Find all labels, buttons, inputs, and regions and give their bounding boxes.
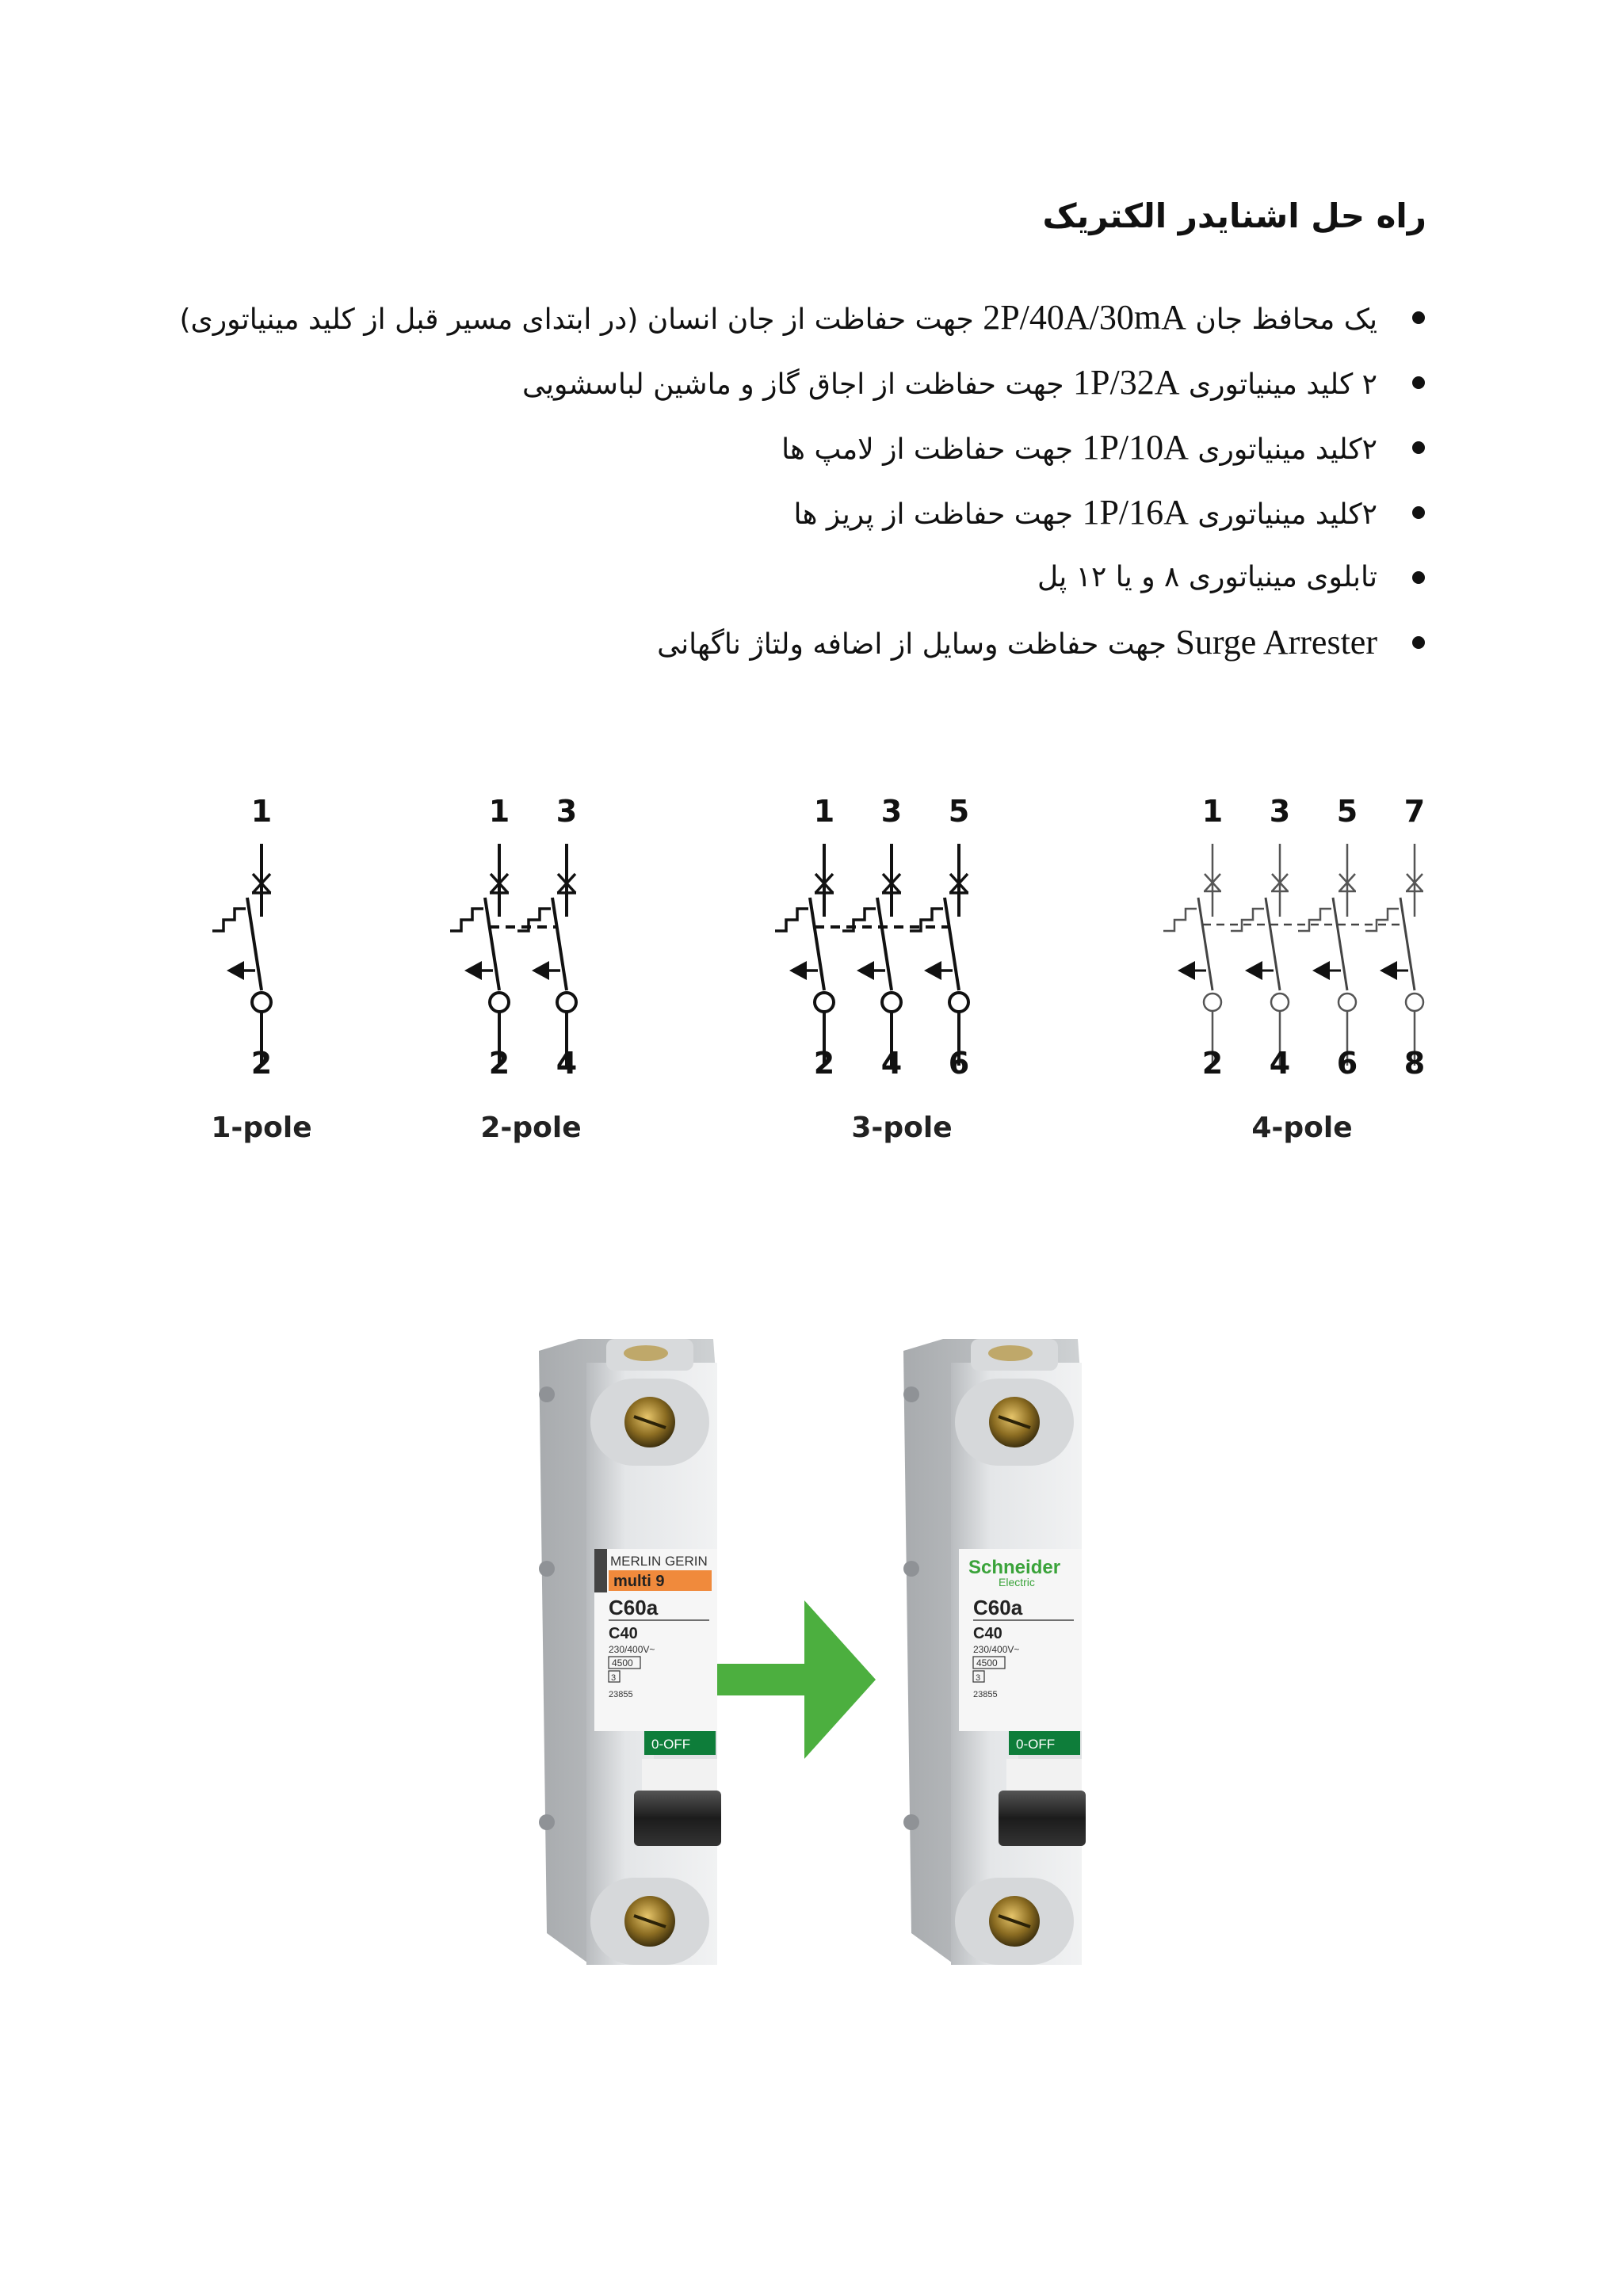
diagram-4-pole: [1163, 794, 1425, 1144]
page-title: راه حل اشنایدر الکتریک: [1042, 196, 1426, 235]
terminal-label: 1: [813, 794, 835, 829]
terminal-label: 2: [250, 1046, 273, 1081]
item-spec: 1P/16A: [1082, 493, 1189, 532]
item-text: ۲کلید مینیاتوری: [1188, 433, 1377, 466]
schneider-breaker: [903, 1339, 1086, 1965]
toggle-lever: [634, 1791, 721, 1846]
diagram-1-pole: [211, 794, 311, 1144]
list-item: [30, 289, 1377, 354]
model-label: C60a: [973, 1596, 1023, 1619]
bullet-icon: [1412, 441, 1425, 454]
item-text: یک محافظ جان: [1186, 303, 1377, 336]
terminal-label: 2: [488, 1046, 510, 1081]
item-text: جهت حفاظت از جان انسان (در ابتدای مسیر قبل از کلید مینیاتوری): [179, 303, 983, 336]
bullet-icon: [1412, 571, 1425, 584]
bullet-icon: [1412, 376, 1425, 389]
pole-schematics: [158, 772, 1474, 1153]
diagram-2-pole: [450, 794, 582, 1144]
series-label: multi 9: [613, 1573, 665, 1590]
diagram-3-pole: [775, 794, 969, 1144]
voltage-label: 230/400V~: [973, 1644, 1020, 1655]
item-text: ۲ کلید مینیاتوری: [1179, 368, 1377, 401]
item-spec: 1P/32A: [1073, 363, 1180, 402]
toggle-status-label: 0-OFF: [1016, 1737, 1056, 1752]
terminal-label: 6: [948, 1046, 970, 1081]
list-item: [30, 484, 1377, 549]
item-text: جهت حفاظت از اجاق گاز و ماشین لباسشویی: [522, 368, 1073, 401]
item-text: ۲کلید مینیاتوری: [1188, 498, 1377, 531]
class-label: 3: [976, 1673, 981, 1683]
capacity-label: 4500: [612, 1657, 633, 1669]
terminal-label: 3: [556, 794, 578, 829]
terminal-label: 3: [1269, 794, 1291, 829]
item-text: جهت حفاظت از پریز ها: [793, 498, 1083, 531]
replace-arrow-icon: [717, 1600, 876, 1759]
diagram-caption: 4-pole: [1251, 1112, 1353, 1144]
terminal-label: 2: [1201, 1046, 1224, 1081]
diagram-caption: 3-pole: [851, 1112, 953, 1144]
class-label: 3: [611, 1673, 617, 1683]
list-item: [30, 354, 1377, 419]
list-item: [30, 614, 1377, 679]
code-label: 23855: [973, 1690, 998, 1699]
item-spec: Surge Arrester: [1175, 623, 1377, 662]
terminal-label: 5: [948, 794, 970, 829]
item-text: جهت حفاظت از لامپ ها: [781, 433, 1083, 466]
terminal-label: 2: [813, 1046, 835, 1081]
diagram-caption: 1-pole: [211, 1112, 312, 1144]
terminal-label: 4: [556, 1046, 578, 1081]
item-spec: 2P/40A/30mA: [983, 298, 1186, 337]
item-text: تابلوی مینیاتوری ۸ و یا ۱۲ پل: [1037, 561, 1377, 593]
breaker-photo: [515, 1331, 1181, 1989]
brand-label: MERLIN GERIN: [610, 1554, 708, 1569]
diagram-caption: 2-pole: [480, 1112, 582, 1144]
terminal-label: 7: [1403, 794, 1426, 829]
bullet-icon: [1412, 506, 1425, 519]
list-item: [30, 419, 1377, 484]
terminal-label: 1: [1201, 794, 1224, 829]
capacity-label: 4500: [976, 1657, 998, 1669]
terminal-label: 4: [880, 1046, 903, 1081]
toggle-lever: [999, 1791, 1086, 1846]
rating-label: C40: [973, 1625, 1002, 1642]
bullet-icon: [1412, 311, 1425, 324]
terminal-label: 6: [1336, 1046, 1358, 1081]
list-item: [30, 549, 1377, 614]
voltage-label: 230/400V~: [609, 1644, 655, 1655]
item-spec: 1P/10A: [1082, 428, 1189, 467]
requirements-list: [30, 289, 1377, 679]
brand-logo: Schneider: [968, 1557, 1061, 1578]
bullet-icon: [1412, 636, 1425, 649]
terminal-label: 1: [488, 794, 510, 829]
terminal-label: 5: [1336, 794, 1358, 829]
toggle-status-label: 0-OFF: [651, 1737, 691, 1752]
rating-label: C40: [609, 1625, 638, 1642]
code-label: 23855: [609, 1690, 633, 1699]
terminal-label: 3: [880, 794, 903, 829]
model-label: C60a: [609, 1596, 659, 1619]
terminal-label: 8: [1403, 1046, 1426, 1081]
terminal-label: 1: [250, 794, 273, 829]
brand-logo-subtitle: Electric: [999, 1576, 1035, 1589]
terminal-label: 4: [1269, 1046, 1291, 1081]
merlin-gerin-breaker: [539, 1339, 721, 1965]
item-text: جهت حفاظت وسایل از اضافه ولتاژ ناگهانی: [657, 628, 1176, 661]
